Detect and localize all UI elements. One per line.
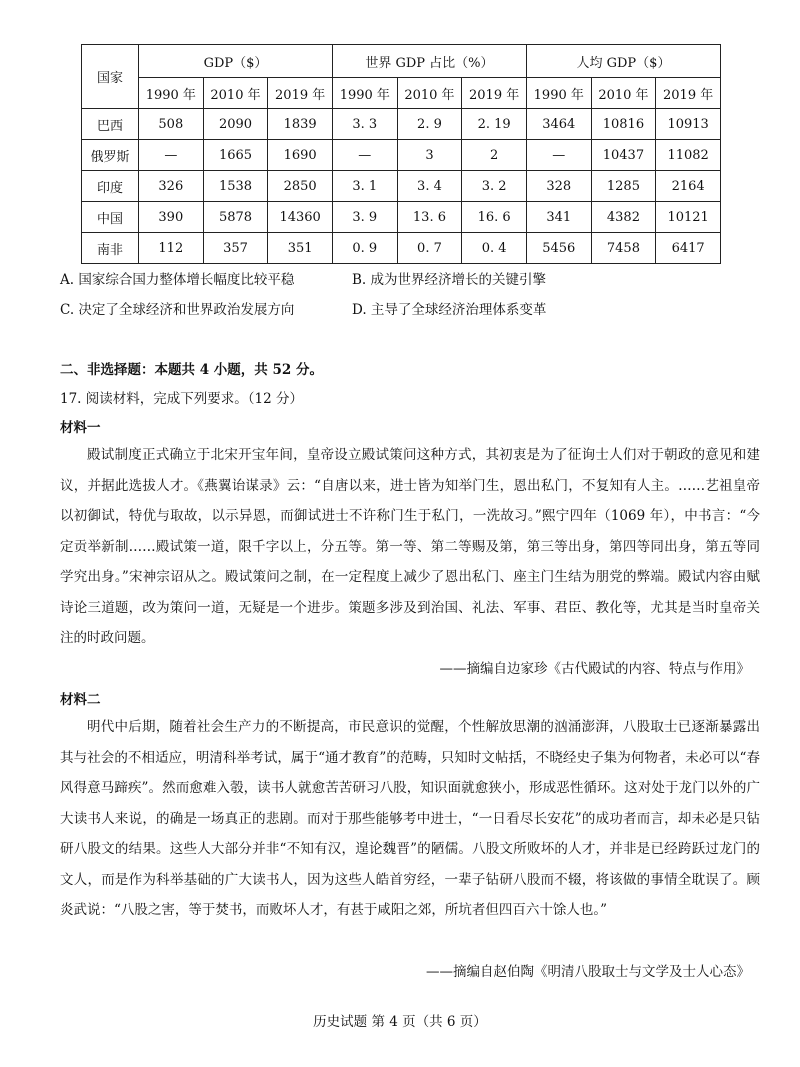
value-cell: 10816	[591, 109, 656, 140]
value-cell: 2	[462, 140, 527, 171]
value-cell: 11082	[656, 140, 721, 171]
value-cell: 341	[526, 202, 591, 233]
value-cell: 5456	[526, 233, 591, 264]
value-cell: 2. 9	[397, 109, 462, 140]
value-cell: 357	[203, 233, 268, 264]
year-header: 2010 年	[591, 78, 656, 109]
value-cell: 3. 1	[332, 171, 397, 202]
value-cell: 1839	[268, 109, 333, 140]
value-cell: 3. 2	[462, 171, 527, 202]
material-2-text: 明代中后期，随着社会生产力的不断提高，市民意识的觉醒，个性解放思潮的汹涌澎湃，八股取士已逐渐暴露出其与社会的不相适应，明清科举考试，属于“通才教育”的范畴，只知时文帖括，不晓经史子集为何物者，未必可以“春风得意马蹄疾”。然而愈难入彀，读书人就愈苦苦研习八股，知识面就愈狭小，形成恶性循环。这对处于龙门以外的广大读书人来说，的确是一场真正的悲剧。而对于那些能够考中进士，“一日看尽长安花”的成功者而言，却未必是只钻研八股文的结果。这些人大部分并非“不知有汉，遑论魏晋”的陋儒。八股文所败坏的人才，并非是已经跨跃过龙门的文人，而是作为科举基础的广大读书人，因为这些人皓首穷经，一辈子钻研八股而不辍，将该做的事情全耽误了。顾炎武说：“八股之害，等于焚书，而败坏人才，有甚于咸阳之郊，所坑者但四百六十馀人也。”	[60, 719, 760, 918]
option-c: C. 决定了全球经济和世界政治发展方向	[60, 302, 295, 318]
table-header-row	[82, 45, 721, 78]
value-cell: 112	[139, 233, 204, 264]
country-cell: 南非	[82, 233, 139, 264]
value-cell: 351	[268, 233, 333, 264]
section-heading: 二、非选择题：本题共 4 小题，共 52 分。	[60, 362, 323, 378]
value-cell: 4382	[591, 202, 656, 233]
value-cell: 2164	[656, 171, 721, 202]
option-d: D. 主导了全球经济治理体系变革	[352, 302, 547, 318]
value-cell: 326	[139, 171, 204, 202]
country-cell: 中国	[82, 202, 139, 233]
value-cell: 0. 7	[397, 233, 462, 264]
table-row	[82, 140, 721, 171]
value-cell: —	[332, 140, 397, 171]
year-header: 1990 年	[526, 78, 591, 109]
year-header: 2019 年	[656, 78, 721, 109]
value-cell: 14360	[268, 202, 333, 233]
country-cell: 俄罗斯	[82, 140, 139, 171]
value-cell: 3464	[526, 109, 591, 140]
value-cell: 6417	[656, 233, 721, 264]
year-header: 2010 年	[203, 78, 268, 109]
country-cell: 印度	[82, 171, 139, 202]
value-cell: 10121	[656, 202, 721, 233]
value-cell: 1285	[591, 171, 656, 202]
material-2-label: 材料二	[60, 692, 101, 708]
value-cell: 3	[397, 140, 462, 171]
year-header: 1990 年	[332, 78, 397, 109]
value-cell: 3. 9	[332, 202, 397, 233]
value-cell: —	[526, 140, 591, 171]
value-cell: 10437	[591, 140, 656, 171]
question-17-stem: 17. 阅读材料，完成下列要求。（12 分）	[60, 391, 303, 407]
option-a: A. 国家综合国力整体增长幅度比较平稳	[60, 272, 295, 288]
value-cell: 0. 4	[462, 233, 527, 264]
value-cell: 3. 3	[332, 109, 397, 140]
value-cell: 390	[139, 202, 204, 233]
page-footer: 历史试题 第 4 页（共 6 页）	[313, 1014, 487, 1030]
value-cell: 508	[139, 109, 204, 140]
value-cell: 7458	[591, 233, 656, 264]
value-cell: 3. 4	[397, 171, 462, 202]
year-header: 1990 年	[139, 78, 204, 109]
value-cell: 1538	[203, 171, 268, 202]
value-cell: 0. 9	[332, 233, 397, 264]
value-cell: 10913	[656, 109, 721, 140]
value-cell: 16. 6	[462, 202, 527, 233]
country-cell: 巴西	[82, 109, 139, 140]
value-cell: 1665	[203, 140, 268, 171]
year-header: 2010 年	[397, 78, 462, 109]
value-cell: 13. 6	[397, 202, 462, 233]
year-header: 2019 年	[268, 78, 333, 109]
gdp-comparison-table	[81, 44, 721, 264]
table-row	[82, 202, 721, 233]
value-cell: 5878	[203, 202, 268, 233]
gdp-group-header: GDP（$）	[139, 45, 333, 78]
country-column-header: 国家	[82, 45, 139, 109]
table-year-row	[82, 78, 721, 109]
material-2-source: ——摘编自赵伯陶《明清八股取士与文学及士人心态》	[426, 964, 750, 980]
year-header: 2019 年	[462, 78, 527, 109]
table-row	[82, 171, 721, 202]
table-row	[82, 233, 721, 264]
per-capita-group-header: 人均 GDP（$）	[526, 45, 720, 78]
option-b: B. 成为世界经济增长的关键引擎	[352, 272, 547, 288]
value-cell: 2090	[203, 109, 268, 140]
value-cell: 2. 19	[462, 109, 527, 140]
value-cell: 2850	[268, 171, 333, 202]
value-cell: 1690	[268, 140, 333, 171]
value-cell: —	[139, 140, 204, 171]
value-cell: 328	[526, 171, 591, 202]
material-1-text: 殿试制度正式确立于北宋开宝年间，皇帝设立殿试策问这种方式，其初衷是为了征询士人们对于朝政的意见和建议，并据此选拔人才。《燕翼诒谋录》云：“自唐以来，进士皆为知举门生，恩出私门，不复知有人主。……艺祖皇帝以初御试，特优与取故，以示异恩，而御试进士不许称门生于私门，一洗故习。”熙宁四年（1069 年），中书言：“今定贡举新制……殿试策一道，限千字以上，分五等。第一等、第二等赐及第，第三等出身，第四等同出身，第五等同学究出身。”宋神宗诏从之。殿试策问之制，在一定程度上减少了恩出私门、座主门生结为朋党的弊端。殿试内容由赋诗论三道题，改为策问一道，无疑是一个进步。策题多涉及到治国、礼法、军事、君臣、教化等，尤其是当时皇帝关注的时政问题。	[60, 447, 760, 646]
material-1-source: ——摘编自边家珍《古代殿试的内容、特点与作用》	[439, 661, 750, 677]
world-share-group-header: 世界 GDP 占比（%）	[332, 45, 526, 78]
material-1-label: 材料一	[60, 420, 101, 436]
table-row	[82, 109, 721, 140]
